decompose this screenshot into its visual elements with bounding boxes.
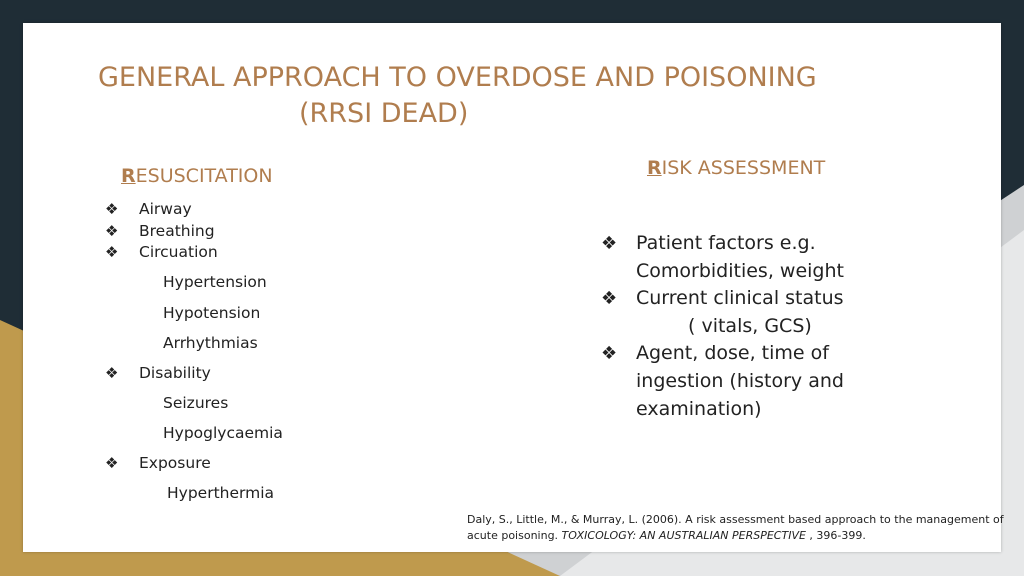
bullet-icon: ❖ [601, 233, 618, 254]
slide-title-line1: GENERAL APPROACH TO OVERDOSE AND POISONING [98, 62, 817, 93]
list-subitem-arrhythmias: Arrhythmias [163, 334, 258, 352]
slide-title-line2: (RRSI DEAD) [299, 98, 469, 129]
risk-item-agent-line3: examination) [636, 398, 762, 420]
risk-item-agent-line1: Agent, dose, time of [636, 342, 829, 364]
slide-canvas [23, 23, 1004, 552]
list-item-exposure: Exposure [139, 454, 211, 472]
bullet-icon: ❖ [105, 454, 119, 472]
reference-citation [467, 512, 1024, 544]
risk-item-patient-line1: Patient factors e.g. [636, 232, 816, 254]
list-subitem-hypoglycaemia: Hypoglycaemia [163, 424, 283, 442]
risk-assessment-heading-rest: ISK ASSESSMENT [661, 157, 826, 179]
list-subitem-seizures: Seizures [163, 394, 229, 412]
risk-item-clinical-line2: ( vitals, GCS) [688, 315, 812, 337]
resuscitation-heading [121, 165, 273, 187]
resuscitation-heading-rest: ESUSCITATION [135, 165, 273, 187]
list-item-disability: Disability [139, 364, 211, 382]
list-subitem-hypotension: Hypotension [163, 304, 261, 322]
citation-authors: Daly, S., Little, M., & Murray, L. (2006). A risk assessment based approach to the management of acute poisoning. [467, 513, 1004, 542]
bullet-icon: ❖ [105, 364, 119, 382]
bullet-icon: ❖ [105, 222, 119, 240]
list-item-breathing: Breathing [139, 222, 215, 240]
citation-pages: , 396-399. [805, 529, 866, 542]
bullet-icon: ❖ [601, 288, 618, 309]
resuscitation-heading-initial: R [121, 165, 136, 187]
bullet-icon: ❖ [601, 343, 618, 364]
risk-item-agent-line2: ingestion (history and [636, 370, 844, 392]
citation-journal: TOXICOLOGY: AN AUSTRALIAN PERSPECTIVE [561, 529, 806, 542]
list-item-circulation: Circuation [139, 243, 218, 261]
risk-assessment-heading-initial: R [647, 157, 662, 179]
risk-item-clinical-line1: Current clinical status [636, 287, 844, 309]
bullet-icon: ❖ [105, 243, 119, 261]
list-item-airway: Airway [139, 200, 192, 218]
risk-assessment-heading [647, 157, 825, 179]
bullet-icon: ❖ [105, 200, 119, 218]
risk-item-patient-line2: Comorbidities, weight [636, 260, 844, 282]
list-subitem-hyperthermia: Hyperthermia [167, 484, 275, 502]
list-subitem-hypertension: Hypertension [163, 273, 267, 291]
